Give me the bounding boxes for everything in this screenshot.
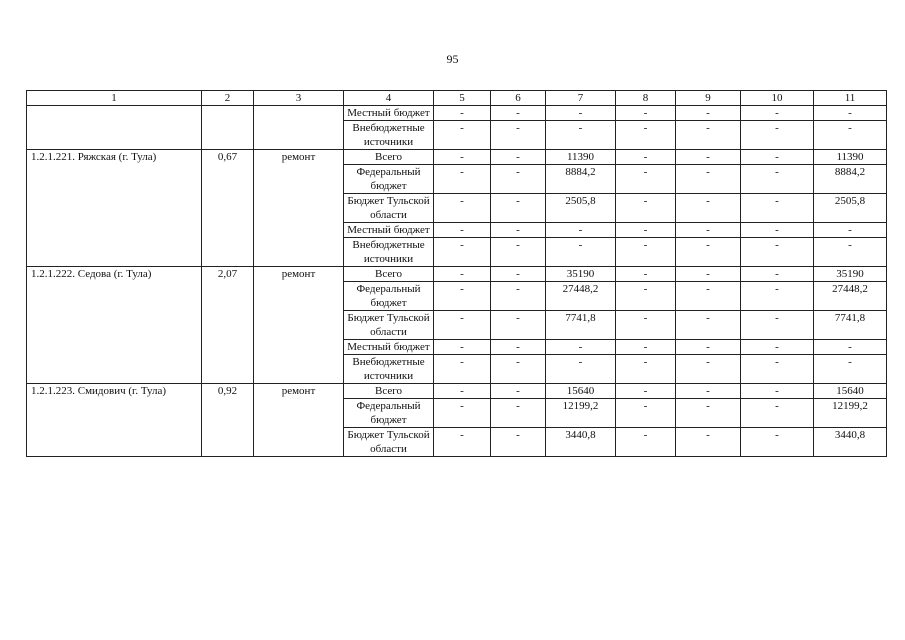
- value-cell: -: [546, 355, 616, 384]
- value-cell: -: [741, 121, 814, 150]
- value-cell: -: [491, 282, 546, 311]
- funding-source-cell: Федеральный бюджет: [344, 165, 434, 194]
- table-row: [27, 384, 887, 399]
- value-cell: 35190: [814, 267, 887, 282]
- value-cell: -: [741, 311, 814, 340]
- value-cell: -: [434, 150, 491, 165]
- funding-source-cell: Всего: [344, 267, 434, 282]
- value-cell: 35190: [546, 267, 616, 282]
- value-cell: -: [741, 165, 814, 194]
- value-cell: -: [491, 355, 546, 384]
- value-cell: -: [434, 267, 491, 282]
- funding-source-cell: Бюджет Тульской области: [344, 194, 434, 223]
- value-cell: -: [741, 194, 814, 223]
- value-cell: -: [676, 121, 741, 150]
- column-header: 2: [202, 91, 254, 106]
- column-header: 7: [546, 91, 616, 106]
- value-cell: -: [491, 267, 546, 282]
- value-cell: -: [616, 384, 676, 399]
- value-cell: -: [491, 311, 546, 340]
- value-cell: -: [814, 106, 887, 121]
- value-cell: -: [741, 384, 814, 399]
- funding-source-cell: Внебюджетные источники: [344, 121, 434, 150]
- table-header: [27, 91, 887, 106]
- column-header: 10: [741, 91, 814, 106]
- item-name-cell: 1.2.1.222. Седова (г. Тула): [27, 267, 202, 384]
- value-cell: -: [491, 340, 546, 355]
- value-cell: -: [676, 399, 741, 428]
- value-cell: -: [616, 106, 676, 121]
- value-cell: 8884,2: [814, 165, 887, 194]
- value-cell: -: [434, 282, 491, 311]
- value-cell: -: [676, 238, 741, 267]
- value-cell: -: [616, 340, 676, 355]
- value-cell: 8884,2: [546, 165, 616, 194]
- value-cell: 7741,8: [546, 311, 616, 340]
- value-cell: -: [814, 238, 887, 267]
- value-cell: -: [434, 340, 491, 355]
- value-cell: 15640: [546, 384, 616, 399]
- value-cell: -: [616, 428, 676, 457]
- column-header: 1: [27, 91, 202, 106]
- item-name-cell: [27, 106, 202, 150]
- value-cell: -: [434, 399, 491, 428]
- value-cell: -: [741, 340, 814, 355]
- work-type-cell: [254, 106, 344, 150]
- value-cell: -: [676, 282, 741, 311]
- value-cell: -: [814, 340, 887, 355]
- value-cell: -: [616, 355, 676, 384]
- value-cell: -: [491, 165, 546, 194]
- value-cell: -: [546, 223, 616, 238]
- value-cell: -: [741, 355, 814, 384]
- column-header: 5: [434, 91, 491, 106]
- value-cell: -: [741, 238, 814, 267]
- value-cell: -: [616, 267, 676, 282]
- value-cell: -: [676, 223, 741, 238]
- length-cell: 2,07: [202, 267, 254, 384]
- table-body: [27, 106, 887, 457]
- value-cell: -: [491, 150, 546, 165]
- funding-source-cell: Бюджет Тульской области: [344, 428, 434, 457]
- value-cell: -: [616, 150, 676, 165]
- value-cell: -: [676, 267, 741, 282]
- value-cell: -: [434, 106, 491, 121]
- column-header: 4: [344, 91, 434, 106]
- value-cell: -: [434, 194, 491, 223]
- value-cell: -: [434, 311, 491, 340]
- value-cell: -: [434, 384, 491, 399]
- value-cell: -: [814, 223, 887, 238]
- funding-source-cell: Федеральный бюджет: [344, 399, 434, 428]
- value-cell: -: [741, 106, 814, 121]
- value-cell: 12199,2: [814, 399, 887, 428]
- value-cell: -: [491, 238, 546, 267]
- funding-source-cell: Местный бюджет: [344, 223, 434, 238]
- value-cell: 3440,8: [814, 428, 887, 457]
- value-cell: -: [491, 121, 546, 150]
- value-cell: -: [741, 428, 814, 457]
- funding-source-cell: Внебюджетные источники: [344, 238, 434, 267]
- value-cell: -: [741, 223, 814, 238]
- value-cell: -: [434, 223, 491, 238]
- length-cell: [202, 106, 254, 150]
- value-cell: -: [616, 194, 676, 223]
- value-cell: -: [616, 282, 676, 311]
- value-cell: -: [491, 106, 546, 121]
- funding-source-cell: Бюджет Тульской области: [344, 311, 434, 340]
- length-cell: 0,92: [202, 384, 254, 457]
- value-cell: -: [434, 121, 491, 150]
- value-cell: -: [546, 121, 616, 150]
- value-cell: -: [434, 428, 491, 457]
- value-cell: 15640: [814, 384, 887, 399]
- work-type-cell: ремонт: [254, 267, 344, 384]
- header-row: [27, 91, 887, 106]
- value-cell: 3440,8: [546, 428, 616, 457]
- value-cell: 7741,8: [814, 311, 887, 340]
- column-header: 8: [616, 91, 676, 106]
- length-cell: 0,67: [202, 150, 254, 267]
- value-cell: -: [741, 150, 814, 165]
- value-cell: 11390: [814, 150, 887, 165]
- column-header: 9: [676, 91, 741, 106]
- value-cell: -: [676, 340, 741, 355]
- value-cell: -: [491, 384, 546, 399]
- value-cell: -: [676, 311, 741, 340]
- value-cell: -: [616, 399, 676, 428]
- value-cell: -: [491, 223, 546, 238]
- value-cell: -: [546, 106, 616, 121]
- column-header: 3: [254, 91, 344, 106]
- table-row: [27, 106, 887, 121]
- value-cell: -: [434, 355, 491, 384]
- value-cell: -: [546, 340, 616, 355]
- value-cell: -: [616, 165, 676, 194]
- table-row: [27, 150, 887, 165]
- value-cell: -: [676, 106, 741, 121]
- funding-source-cell: Внебюджетные источники: [344, 355, 434, 384]
- value-cell: -: [676, 428, 741, 457]
- value-cell: -: [676, 165, 741, 194]
- budget-table: [26, 90, 887, 457]
- column-header: 11: [814, 91, 887, 106]
- value-cell: -: [616, 311, 676, 340]
- value-cell: -: [676, 194, 741, 223]
- value-cell: 27448,2: [814, 282, 887, 311]
- work-type-cell: ремонт: [254, 150, 344, 267]
- value-cell: 11390: [546, 150, 616, 165]
- funding-source-cell: Местный бюджет: [344, 106, 434, 121]
- work-type-cell: ремонт: [254, 384, 344, 457]
- funding-source-cell: Федеральный бюджет: [344, 282, 434, 311]
- value-cell: -: [814, 355, 887, 384]
- value-cell: -: [616, 121, 676, 150]
- value-cell: -: [814, 121, 887, 150]
- value-cell: 12199,2: [546, 399, 616, 428]
- item-name-cell: 1.2.1.221. Ряжская (г. Тула): [27, 150, 202, 267]
- value-cell: -: [491, 428, 546, 457]
- value-cell: -: [676, 384, 741, 399]
- value-cell: -: [616, 238, 676, 267]
- table-row: [27, 267, 887, 282]
- value-cell: -: [546, 238, 616, 267]
- value-cell: -: [616, 223, 676, 238]
- item-name-cell: 1.2.1.223. Смидович (г. Тула): [27, 384, 202, 457]
- value-cell: 2505,8: [814, 194, 887, 223]
- value-cell: 2505,8: [546, 194, 616, 223]
- value-cell: -: [741, 282, 814, 311]
- value-cell: -: [676, 150, 741, 165]
- value-cell: 27448,2: [546, 282, 616, 311]
- funding-source-cell: Местный бюджет: [344, 340, 434, 355]
- value-cell: -: [491, 194, 546, 223]
- value-cell: -: [676, 355, 741, 384]
- funding-source-cell: Всего: [344, 150, 434, 165]
- page-number: 95: [446, 52, 459, 66]
- column-header: 6: [491, 91, 546, 106]
- value-cell: -: [741, 267, 814, 282]
- funding-source-cell: Всего: [344, 384, 434, 399]
- value-cell: -: [491, 399, 546, 428]
- value-cell: -: [434, 165, 491, 194]
- value-cell: -: [741, 399, 814, 428]
- value-cell: -: [434, 238, 491, 267]
